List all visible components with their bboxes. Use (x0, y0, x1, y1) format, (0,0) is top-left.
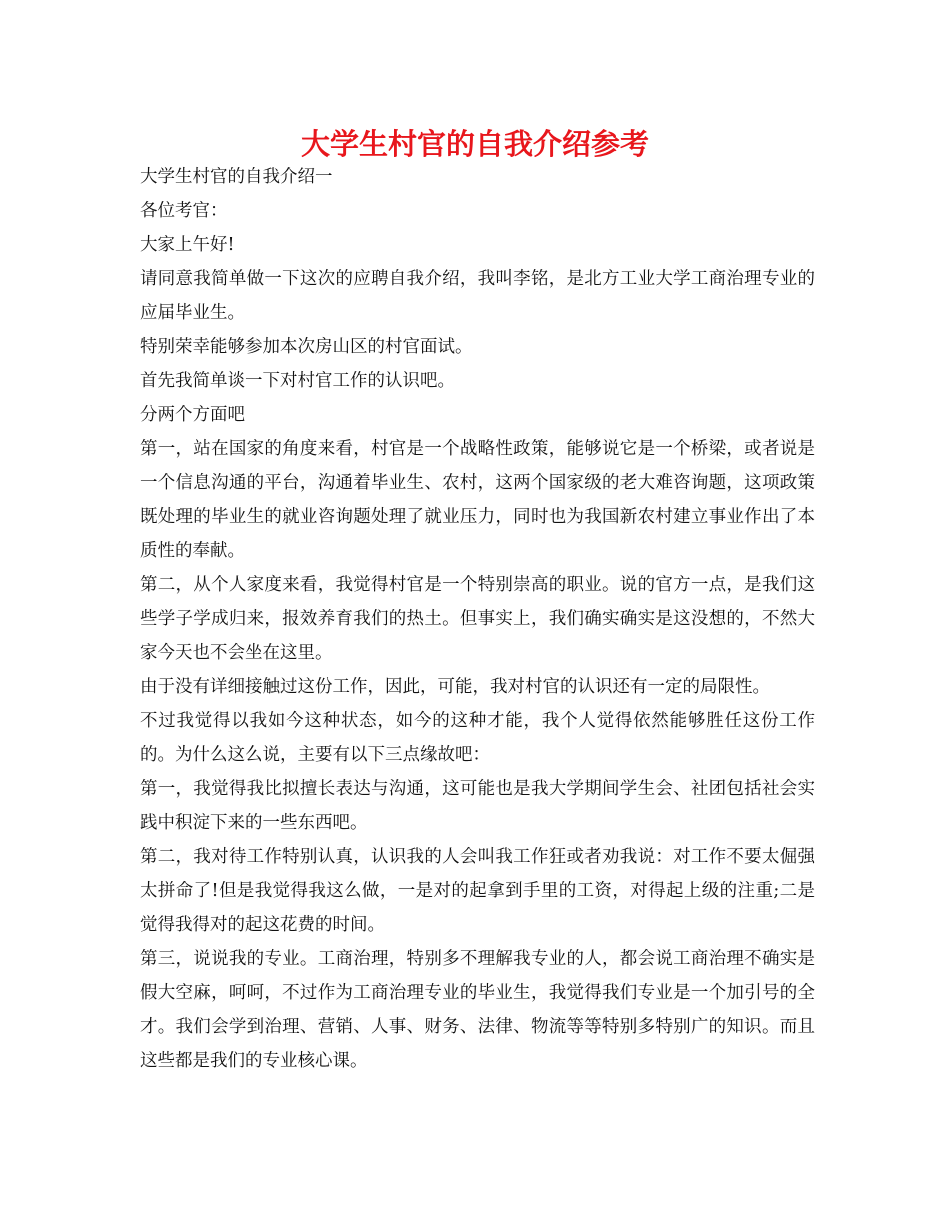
document-body (140, 160, 815, 1078)
paragraph: 第二，从个人家度来看，我觉得村官是一个特别崇高的职业。说的官方一点，是我们这些学子学成归来，报效养育我们的热土。但事实上，我们确实确实是这没想的，不然大家今天也不会坐在这里。 (140, 575, 815, 663)
paragraph: 第一，我觉得我比拟擅长表达与沟通，这可能也是我大学期间学生会、社团包括社会实践中积淀下来的一些东西吧。 (140, 779, 815, 833)
paragraph: 第一，站在国家的角度来看，村官是一个战略性政策，能够说它是一个桥梁，或者说是一个信息沟通的平台，沟通着毕业生、农村，这两个国家级的老大难咨询题，这项政策既处理的毕业生的就业咨询题处理了就业压力，同时也为我国新农村建立事业作出了本质性的奉献。 (140, 439, 815, 561)
paragraph: 大学生村官的自我介绍一 (140, 167, 333, 187)
paragraph: 特别荣幸能够参加本次房山区的村官面试。 (140, 337, 473, 357)
paragraph: 各位考官： (140, 201, 228, 221)
document-title: 大学生村官的自我介绍参考 (300, 127, 649, 161)
paragraph: 分两个方面吧 (140, 405, 245, 425)
paragraph: 第二，我对待工作特别认真，认识我的人会叫我工作狂或者劝我说：对工作不要太倔强太拼命了!但是我觉得我这么做，一是对的起拿到手里的工资，对得起上级的注重;二是觉得我得对的起这花费的时间。 (140, 847, 815, 935)
paragraph: 请同意我简单做一下这次的应聘自我介绍，我叫李铭，是北方工业大学工商治理专业的应届毕业生。 (140, 269, 815, 323)
paragraph: 第三，说说我的专业。工商治理，特别多不理解我专业的人，都会说工商治理不确实是假大空麻，呵呵，不过作为工商治理专业的毕业生，我觉得我们专业是一个加引号的全才。我们会学到治理、营销、人事、财务、法律、物流等等特别多特别广的知识。而且这些都是我们的专业核心课。 (140, 949, 815, 1071)
paragraph: 首先我简单谈一下对村官工作的认识吧。 (140, 371, 455, 391)
paragraph: 大家上午好! (140, 235, 235, 255)
paragraph: 由于没有详细接触过这份工作，因此，可能，我对村官的认识还有一定的局限性。 (140, 677, 770, 697)
paragraph: 不过我觉得以我如今这种状态，如今的这种才能，我个人觉得依然能够胜任这份工作的。为什么这么说，主要有以下三点缘故吧： (140, 711, 815, 765)
